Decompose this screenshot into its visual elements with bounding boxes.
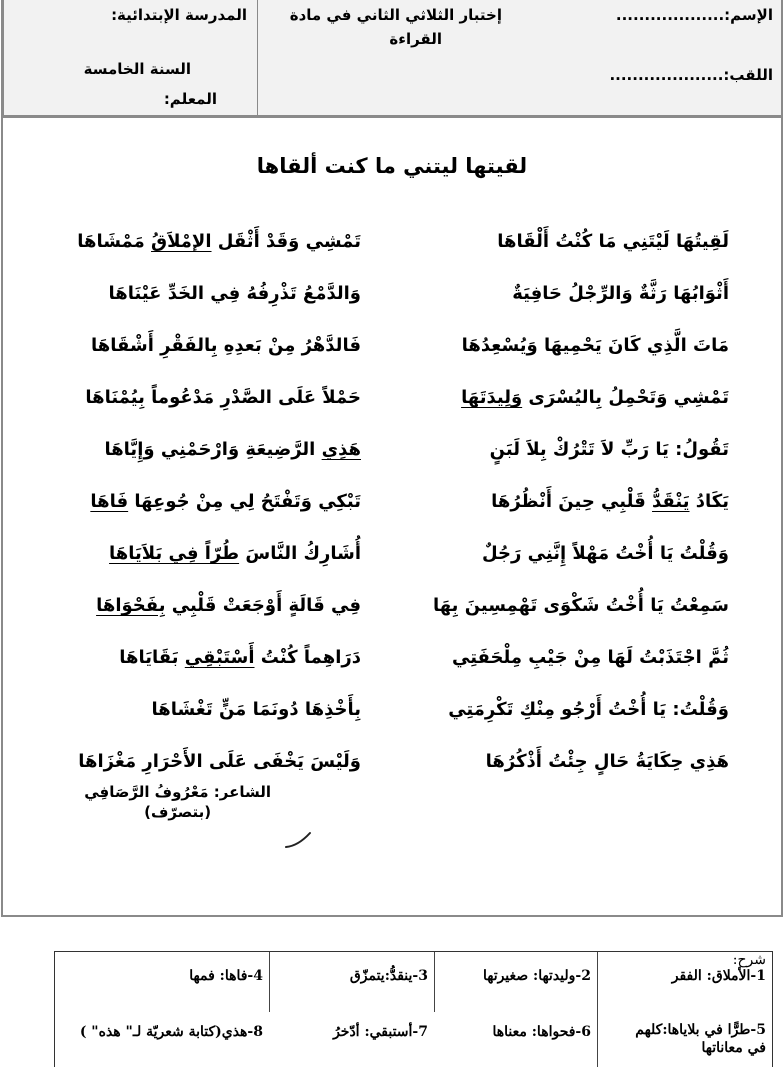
glossary-item-5: 5-طرًّا في بلاياها:كلهم [635,1022,766,1038]
verse-4-second-hemistich: حَمْلاً عَلَى الصَّدْرِ مَدْعُوماً بِيُمْنَاهَا [85,387,361,408]
verse-5-first-hemistich: تَقُولُ: يَا رَبِّ لاَ تَتْرُكْ بِلاَ لَبَنٍ [489,439,729,460]
glossary-item-7: 7-أستبقي: أدّخرُ [333,1024,428,1040]
verse-10-first-hemistich: وَقُلْتُ: يَا أُخْتُ أَرْجُو مِنْكِ تَكْرِمَتِي [448,699,729,720]
verse-3-second-hemistich: فَالدَّهْرُ مِنْ بَعدِهِ بِالفَقْرِ أَشْقَاهَا [91,335,361,356]
poem-section [1,116,783,917]
verse-7-second-hemistich: أُشَارِكُ النَّاسَ طُرّاً فِي بَلاَيَاهَا [109,543,361,564]
verse-8-first-hemistich: سَمِعْتُ يَا أُخْتُ شَكْوَى تَهْمِسِينَ بِهَا [433,595,729,616]
glossary-word-2: وَلِيدَتَهَا [461,387,523,408]
glossary-col-2 [434,952,597,1040]
verse-10-second-hemistich: بِأَخْذِهَا دُونَمَا مَنٍّ تَغْشَاهَا [151,699,361,720]
glossary-heading: شرح: [732,952,766,968]
glossary-table [54,951,773,1067]
glossary-word-7: أَسْتَبْقِي [184,647,255,668]
grade-label: السنة الخامسة [83,60,191,78]
glossary-item-4: 4-فاها: فمها [189,968,263,984]
glossary-item-8: 8-هذي(كتابة شعريّة لـ" هذه" ) [79,1024,263,1040]
verse-2-first-hemistich: أَثْوَابُهَا رَثَّةٌ وَالرِّجْلُ حَافِيَةٌ [512,283,729,304]
exam-subject: القراءة [389,30,442,48]
glossary-word-5: طُرّاً فِي بَلاَيَاهَا [109,543,240,564]
verse-11-first-hemistich: هَذِي حِكَايَةُ حَالٍ جِئْتُ أَذْكُرُهَا [485,751,729,772]
verse-5-second-hemistich: هَذِي الرَّضِيعَةِ وَارْحَمْنِي وَإِيَّاهَا [104,439,361,460]
glossary-item-3: 3-ينقدُّ:يتمزّق [349,968,428,984]
school-info-cell [3,0,257,115]
glossary-item-5-cont: في معاناتها [701,1040,766,1056]
verse-1-first-hemistich: لَقِيتُهَا لَيْتَنِي مَا كُنْتُ أَلْقَاهَا [497,231,729,252]
glossary-col-4 [55,952,269,1067]
glossary-item-2: 2-وليدتها: صغيرتها [482,968,591,984]
exam-header [1,0,783,117]
student-name-field[interactable]: الإسم:................... [615,6,773,24]
glossary-word-4: فَاهَا [90,491,129,512]
glossary-word-8: هَذِي [321,439,361,460]
poet-name: الشاعر: مَعْرُوفُ الرَّصَافِي [84,783,271,801]
adaptation-note: (بتصرّف) [144,803,212,821]
student-surname-field[interactable]: اللقب:.................... [609,66,773,84]
pen-stroke-mark [284,830,312,850]
verse-4-first-hemistich: تَمْشِي وَتَحْمِلُ بِاليُسْرَى وَلِيدَتَهَا [461,387,729,408]
verse-3-first-hemistich: مَاتَ الَّذِي كَانَ يَحْمِيهَا وَيُسْعِدُهَا [461,335,729,356]
glossary-col-1 [597,952,772,1067]
teacher-label: المعلم: [163,90,217,108]
glossary-word-1: الإمْلاَقُ [151,231,212,252]
glossary-item-6: 6-فحواها: معناها [492,1024,591,1040]
verse-7-first-hemistich: وَقُلْتُ يَا أُخْتُ مَهْلاً إِنَّنِي رَجُلٌ [481,543,729,564]
exam-title-cell [257,0,522,115]
student-info-cell [522,0,781,115]
exam-title: إختبار الثلاثي الثاني في مادة [289,6,502,24]
glossary-word-3: يَنْقَدُّ [652,491,690,512]
verse-9-first-hemistich: ثُمَّ اجْتَذَبْتُ لَهَا مِنْ جَيْبِ مِلْحَفَتِي [451,647,729,668]
school-label: المدرسة الإبتدائية: [111,6,247,24]
verse-8-second-hemistich: فِي قَالَةٍ أَوْجَعَتْ قَلْبِي بِفَحْوَاهَا [96,595,361,616]
glossary-col-3 [269,952,434,1040]
poet-credit [84,782,271,822]
verse-6-second-hemistich: تَبْكِي وَتَفْتَحُ لِي مِنْ جُوعِهَا فَاهَا [90,491,361,512]
poem-title: لقيتها ليتني ما كنت ألقاها [256,154,528,178]
verse-2-second-hemistich: وَالدَّمْعُ تَذْرِفُهُ فِي الخَدِّ عَيْنَاهَا [108,283,361,304]
glossary-word-6: بِفَحْوَاهَا [96,595,166,616]
verse-11-second-hemistich: وَلَيْسَ يَخْفَى عَلَى الأَحْرَارِ مَغْزَاهَا [78,751,361,772]
verse-9-second-hemistich: دَرَاهِماً كُنْتُ أَسْتَبْقِي بَقَايَاهَا [119,647,361,668]
glossary-item-1: 1-الأملاق: الفقر [671,968,766,984]
verse-1-second-hemistich: تَمْشِي وَقَدْ أَثْقَل الإمْلاَقُ مَمْشَاهَا [77,231,361,252]
verse-6-first-hemistich: يَكَادُ يَنْقَدُّ قَلْبِي حِينَ أَنْظُرُهَا [491,491,729,512]
